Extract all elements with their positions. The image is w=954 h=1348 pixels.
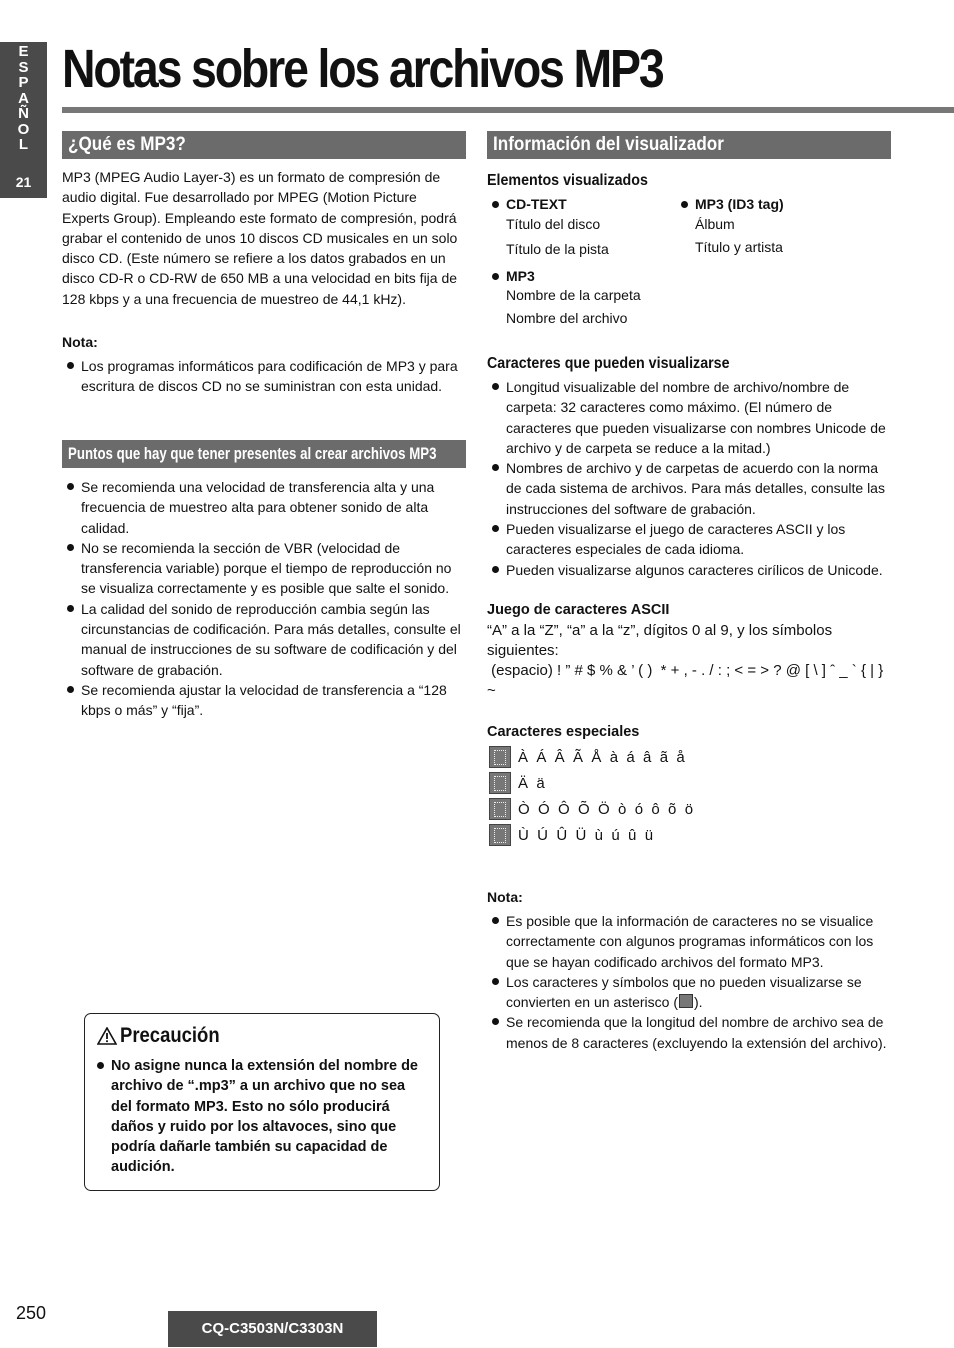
special-chars-row: Ä ä xyxy=(489,770,889,796)
section-heading-que-es-mp3: ¿Qué es MP3? xyxy=(62,131,466,159)
mp3-label: MP3 xyxy=(487,268,677,284)
list-item: Nombre de la carpeta xyxy=(506,287,641,303)
nota-label: Nota: xyxy=(62,334,98,350)
list-item: Se recomienda una velocidad de transferencia alta y una frecuencia de muestreo alta para obtener sonido de alta calidad. xyxy=(62,477,466,538)
puntos-list xyxy=(62,477,466,721)
caution-title: Precaución xyxy=(97,1024,233,1048)
section-number: 21 xyxy=(15,174,32,190)
warning-icon xyxy=(97,1027,117,1045)
language-tab xyxy=(0,42,47,198)
list-item: Nombres de archivo y de carpetas de acuerdo con la norma de cada sistema de archivos. Para más detalles, consulte las instrucciones del software de grabación. xyxy=(487,458,891,519)
list-item: Se recomienda ajustar la velocidad de transferencia a “128 kbps o más” y “fija”. xyxy=(62,680,466,721)
section-heading-informacion: Información del visualizador xyxy=(487,131,891,159)
ascii-symbols: (espacio) ! ” # $ % & ’ ( ) * + , - . / : ; < = > ? @ [ \ ] ˆ _ ` { | } ~ xyxy=(487,662,888,699)
page-title: Notas sobre los archivos MP3 xyxy=(62,39,663,99)
special-chars-row: À Á Â Ã Å à á â ã å xyxy=(489,744,889,770)
asterisk-glyph-icon xyxy=(679,994,693,1008)
list-item: Título del disco xyxy=(506,216,601,232)
id3-label: MP3 (ID3 tag) xyxy=(676,196,876,212)
list-item: Álbum xyxy=(695,216,735,232)
lcd-u-glyph-icon xyxy=(489,824,511,846)
list-item: Los programas informáticos para codificación de MP3 y para escritura de discos CD no se suministran con esta unidad. xyxy=(62,356,466,397)
ascii-line: “A” a la “Z”, “a” a la “z”, dígitos 0 al 9, y los símbolos siguientes: xyxy=(487,622,833,659)
nota-list xyxy=(62,356,466,397)
lcd-a-umlaut-glyph-icon xyxy=(489,772,511,794)
ascii-title: Juego de caracteres ASCII xyxy=(487,602,670,618)
list-item: No se recomienda la sección de VBR (velocidad de transferencia variable) porque el tiempo de reproducción no se visualiza correctamente y es posible que salte el sonido. xyxy=(62,538,466,599)
page-number: 250 xyxy=(16,1303,47,1323)
list-item: Longitud visualizable del nombre de archivo/nombre de carpeta: 32 caracteres como máximo. (El número de caracteres que pueden visualizarse con nombres Unicode de archivo y de carpeta se reduce a la mitad.) xyxy=(487,377,891,458)
especiales-table xyxy=(489,744,889,848)
list-item: La calidad del sonido de reproducción cambia según las circunstancias de codificación. Para más detalles, consulte el manual de instrucciones de su software de codificación y del software de grabación. xyxy=(62,599,466,680)
caution-box xyxy=(84,1013,440,1191)
list-item: Es posible que la información de caracteres no se visualice correctamente con algunos programas informáticos con los que se hayan codificado archivos del formato MP3. xyxy=(487,911,891,972)
list-item: Los caracteres y símbolos que no pueden visualizarse se convierten en un asterisco ( ). xyxy=(487,972,891,1013)
que-es-mp3-body: MP3 (MPEG Audio Layer-3) es un formato de compresión de audio digital. Fue desarrollado por MPEG (Motion Picture Experts Group). Empleando este formato de compresión, podrá grabar el contenido de unos 10 discos CD musicales en un solo disco CD. (Este número se refiere a los datos grabados en un disco CD-R o CD-RW de 650 MB a una velocidad en bits fija de 128 kbps y a una frecuencia de muestreo de 44,1 kHz). xyxy=(62,169,458,307)
title-rule xyxy=(62,107,954,113)
list-item: Título y artista xyxy=(695,239,783,255)
list-item: Pueden visualizarse el juego de caracteres ASCII y los caracteres especiales de cada idioma. xyxy=(487,519,891,560)
list-item: Título de la pista xyxy=(506,241,609,257)
language-label: E S P A Ñ O L xyxy=(17,43,30,153)
list-item: Nombre del archivo xyxy=(506,310,628,326)
cdtext-group xyxy=(487,196,677,261)
special-chars-row: Ù Ú Û Ü ù ú û ü xyxy=(489,822,889,848)
list-item: No asigne nunca la extensión del nombre de archivo de “.mp3” a un archivo que no sea del formato MP3. Esto no sólo producirá daños y ruido por los altavoces, sino que podría dañarle también su capacidad de audición. xyxy=(95,1056,425,1178)
caracteres-list xyxy=(487,377,891,580)
lcd-a-glyph-icon xyxy=(489,746,511,768)
nota-label-right: Nota: xyxy=(487,889,523,905)
lcd-o-glyph-icon xyxy=(489,798,511,820)
especiales-title: Caracteres especiales xyxy=(487,724,640,740)
elementos-title: Elementos visualizados xyxy=(487,172,648,189)
nota-right-list xyxy=(487,911,891,1053)
section-heading-puntos: Puntos que hay que tener presentes al crear archivos MP3 xyxy=(62,440,466,468)
ascii-chars xyxy=(487,621,891,701)
special-chars-row: Ò Ó Ô Õ Ö ò ó ô õ ö xyxy=(489,796,889,822)
list-item: Se recomienda que la longitud del nombre de archivo sea de menos de 8 caracteres (excluyendo la extensión del archivo). xyxy=(487,1012,891,1053)
model-badge: CQ-C3503N/C3303N xyxy=(168,1311,377,1347)
id3-group xyxy=(676,196,876,259)
cdtext-label: CD-TEXT xyxy=(487,196,677,212)
caracteres-title: Caracteres que pueden visualizarse xyxy=(487,355,730,372)
caution-list xyxy=(95,1056,425,1178)
list-item: Pueden visualizarse algunos caracteres cirílicos de Unicode. xyxy=(487,560,891,580)
mp3-group xyxy=(487,268,677,330)
